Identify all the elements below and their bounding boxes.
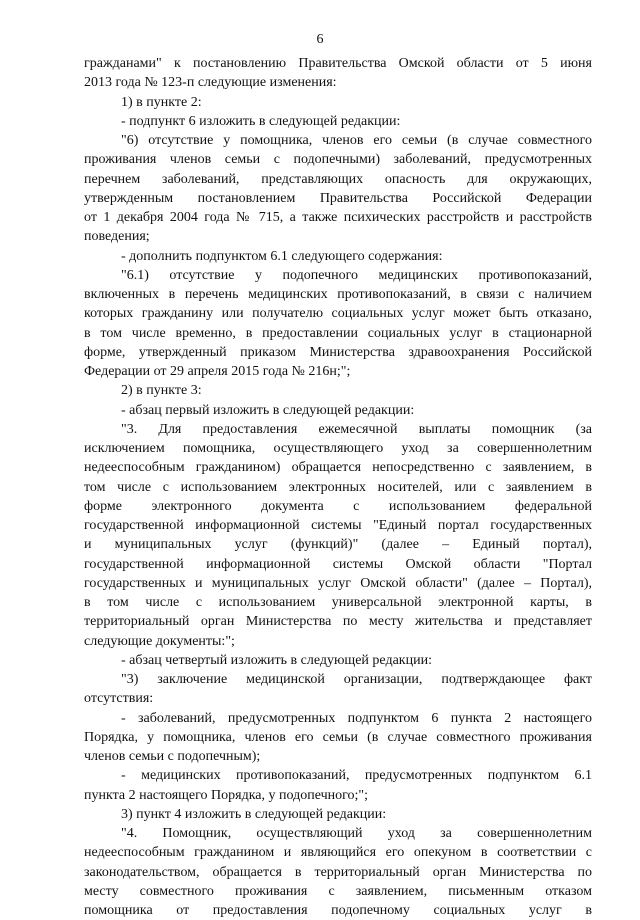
text-line: государственной информационной системы Омской области "Портал xyxy=(84,556,592,572)
text-line: - медицинских противопоказаний, предусмотренных подпунктом 6.1 xyxy=(121,768,592,784)
text-line: в том числе временно, в предоставлении социальных услуг в стационарной xyxy=(84,325,592,341)
text-line: следующие документы:"; xyxy=(84,633,235,649)
text-line: том числе с использованием электронных носителей, или с заявлением в xyxy=(84,479,592,495)
text-line: недееспособным гражданином) обращается непосредственно с заявлением, в xyxy=(84,460,592,476)
text-line: государственной информационной системы "Единый портал государственных xyxy=(84,518,592,533)
text-line: "3) заключение медицинской организации, подтверждающее факт xyxy=(121,672,592,687)
text-line: пункта 2 настоящего Порядка, у подопечного;"; xyxy=(84,787,368,803)
text-line: "4. Помощник, осуществляющий уход за совершеннолетним xyxy=(121,826,592,841)
text-line: форме электронного документа с использованием федеральной xyxy=(84,498,592,514)
text-line: недееспособным гражданином и являющийся его опекуном в соответствии с xyxy=(84,845,592,861)
text-line: утвержденным постановлением Правительства Российской Федерации xyxy=(84,190,592,206)
text-line: которых гражданину или получателю социальных услуг может быть отказано, xyxy=(84,306,592,322)
text-line: 3) пункт 4 изложить в следующей редакции: xyxy=(121,806,387,822)
text-line: поведения; xyxy=(84,229,150,245)
text-line: Порядка, у помощника, членов его семьи (в случае совместного проживания xyxy=(84,729,592,745)
text-line: в том числе с использованием универсальной электронной карты, в xyxy=(84,595,592,610)
text-line: от 1 декабря 2004 года № 715, а также психических расстройств и расстройств xyxy=(84,210,592,225)
text-line: членов семьи с подопечным); xyxy=(84,749,261,764)
text-line: перечнем заболеваний, представляющих опасность для окружающих, xyxy=(84,171,592,187)
text-line: проживания членов семьи с подопечными) заболеваний, предусмотренных xyxy=(84,152,592,168)
text-line: отсутствия: xyxy=(84,691,154,707)
text-line: - заболеваний, предусмотренных подпунктом 6 пункта 2 настоящего xyxy=(121,710,592,726)
text-line: "6.1) отсутствие у подопечного медицинских противопоказаний, xyxy=(121,267,592,283)
text-line: государственных и муниципальных услуг Омской области" (далее – Портал), xyxy=(84,575,592,591)
text-line: территориальный орган Министерства по месту жительства и представляет xyxy=(84,614,592,630)
text-line: 2013 года № 123-п следующие изменения: xyxy=(84,75,337,91)
text-line: форме, утвержденный приказом Министерства здравоохранения Российской xyxy=(84,344,592,360)
text-line: - абзац четвертый изложить в следующей редакции: xyxy=(121,652,432,668)
text-line: и муниципальных услуг (функций)" (далее – Единый портал), xyxy=(84,537,592,553)
text-line: помощника от предоставления подопечному социальных услуг в xyxy=(84,903,592,918)
document-body xyxy=(84,54,592,920)
text-line: гражданами" к постановлению Правительства Омской области от 5 июня xyxy=(84,56,592,71)
page-number: 6 xyxy=(316,32,324,47)
text-line: месту совместного проживания с заявлением, письменным отказом xyxy=(84,883,592,899)
text-line: исключением помощника, осуществляющего уход за совершеннолетним xyxy=(84,441,592,456)
text-line: 1) в пункте 2: xyxy=(121,94,202,110)
text-line: 2) в пункте 3: xyxy=(121,383,202,399)
text-line: "3. Для предоставления ежемесячной выплаты помощник (за xyxy=(121,421,592,437)
text-line: - дополнить подпунктом 6.1 следующего содержания: xyxy=(121,248,443,264)
text-line: - абзац первый изложить в следующей редакции: xyxy=(121,402,415,418)
text-line: - подпункт 6 изложить в следующей редакции: xyxy=(121,113,401,129)
text-line: законодательством, обращается в территориальный орган Министерства по xyxy=(84,864,592,880)
text-line: "6) отсутствие у помощника, членов его семьи (в случае совместного xyxy=(121,133,592,148)
text-line: Федерации от 29 апреля 2015 года № 216н;"; xyxy=(84,364,351,379)
text-line: включенных в перечень медицинских противопоказаний, в связи с наличием xyxy=(84,287,592,302)
